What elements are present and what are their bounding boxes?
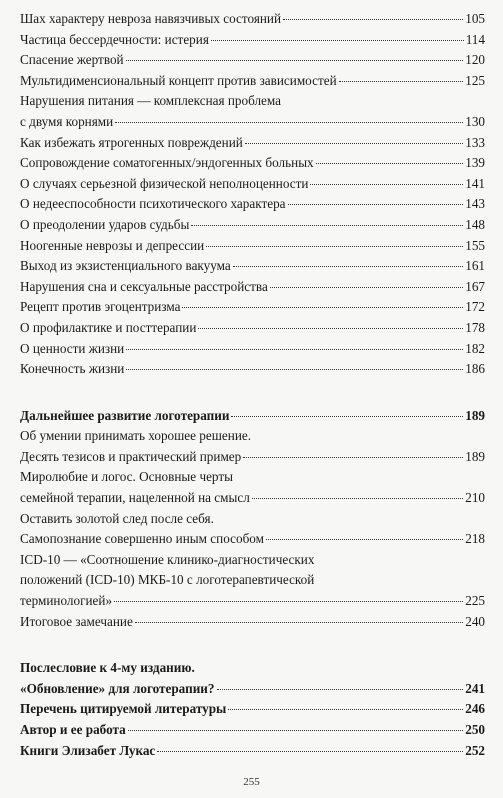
dot-leader [126,60,464,61]
toc-entry[interactable] [20,153,485,174]
toc-entry-line [20,215,485,236]
toc-entry-title: О профилактике и посттерапии [20,319,197,335]
toc-entry-line [20,297,485,318]
toc-entry-line [20,741,485,762]
toc-entry-line [20,194,485,215]
toc-entry[interactable] [20,215,485,236]
table-of-contents [20,9,485,761]
toc-entry-line [20,91,485,112]
toc-entry[interactable] [20,297,485,318]
toc-entry-page: 167 [465,278,485,294]
toc-entry-title: О случаях серьезной физической неполноценности [20,175,309,191]
toc-entry[interactable] [20,9,485,30]
toc-entry-page: 172 [465,299,485,315]
dot-leader [198,328,463,329]
toc-entry[interactable] [20,406,485,427]
toc-entry-line [20,339,485,360]
dot-leader [114,601,463,602]
dot-leader [283,19,463,20]
dot-leader [191,225,463,226]
toc-entry-title: Оставить золотой след после себя. [20,510,214,526]
toc-entry-title: Об умении принимать хорошее решение. [20,428,252,444]
dot-leader [157,751,463,752]
toc-entry-line [20,447,485,468]
toc-entry-page: 120 [465,52,485,68]
toc-entry[interactable] [20,339,485,360]
dot-leader [135,622,463,623]
toc-entry-page: 218 [465,531,485,547]
dot-leader [288,204,464,205]
dot-leader [126,369,463,370]
toc-entry[interactable] [20,318,485,339]
toc-section [20,658,485,761]
toc-entry-page: 148 [465,216,485,232]
toc-entry-page: 210 [465,490,485,506]
toc-entry-page: 186 [465,361,485,377]
toc-entry-line [20,71,485,92]
toc-entry-line [20,277,485,298]
toc-entry-title: О преодолении ударов судьбы [20,216,190,232]
dot-leader [252,498,463,499]
dot-leader [339,81,464,82]
toc-entry[interactable] [20,133,485,154]
toc-entry-title: Итоговое замечание [20,613,133,629]
toc-entry-title: Перечень цитируемой литературы [20,701,227,717]
toc-entry[interactable] [20,720,485,741]
dot-leader [266,539,463,540]
toc-entry-title: Послесловие к 4-му изданию. [20,660,195,676]
dot-leader [245,143,463,144]
toc-entry[interactable] [20,467,485,508]
toc-entry-page: 178 [465,319,485,335]
toc-entry-line [20,153,485,174]
toc-entry-title: ICD-10 — «Соотношение клинико-диагностических [20,551,315,567]
toc-entry-title: «Обновление» для логотерапии? [20,680,215,696]
toc-entry-title: Десять тезисов и практический пример [20,448,242,464]
toc-entry[interactable] [20,71,485,92]
toc-entry-title: Мультидименсиональный концепт против зависимостей [20,72,337,88]
toc-entry-page: 155 [465,237,485,253]
dot-leader [126,349,463,350]
toc-entry-page: 246 [465,701,485,717]
toc-entry-title: семейной терапии, нацеленной на смысл [20,490,250,506]
toc-entry[interactable] [20,359,485,380]
toc-entry-title: Самопознание совершенно иным способом [20,531,264,547]
dot-leader [243,457,463,458]
toc-entry-line [20,30,485,51]
toc-entry-page: 241 [465,680,485,696]
toc-entry[interactable] [20,236,485,257]
toc-entry-title: Рецепт против эгоцентризма [20,299,181,315]
toc-entry-page: 225 [465,593,485,609]
toc-entry-title: Ноогенные неврозы и депрессии [20,237,205,253]
toc-entry-line [20,612,485,633]
toc-entry-title: Как избежать ятрогенных повреждений [20,134,243,150]
toc-entry-page: 252 [465,742,485,758]
dot-leader [115,122,463,123]
toc-entry-page: 141 [465,175,485,191]
toc-entry-page: 189 [465,407,485,423]
toc-entry-line [20,570,485,591]
toc-entry-line [20,112,485,133]
toc-section [20,406,485,633]
toc-entry-title: Сопровождение соматогенных/эндогенных больных [20,155,314,171]
toc-entry-line [20,529,485,550]
dot-leader [310,184,463,185]
toc-entry[interactable] [20,194,485,215]
section-gap [20,380,485,406]
toc-entry-title: Нарушения сна и сексуальные расстройства [20,278,268,294]
toc-entry-page: 105 [465,11,485,26]
toc-entry[interactable] [20,50,485,71]
toc-entry[interactable] [20,741,485,762]
toc-entry-title: Нарушения питания — комплексная проблема [20,93,282,109]
dot-leader [128,730,463,731]
toc-entry-page: 143 [465,196,485,212]
toc-entry-page: 240 [465,613,485,629]
toc-entry-page: 114 [465,31,485,47]
toc-entry-page: 189 [465,448,485,464]
toc-entry-title: Спасение жертвой [20,52,124,68]
toc-list [20,9,485,761]
toc-entry[interactable] [20,612,485,633]
toc-entry-line [20,467,485,488]
toc-entry[interactable] [20,174,485,195]
toc-entry-line [20,9,485,30]
toc-entry-title: Книги Элизабет Лукас [20,742,156,758]
toc-entry-page: 125 [465,72,485,88]
toc-entry-line [20,318,485,339]
toc-entry[interactable] [20,509,485,550]
dot-leader [211,40,464,41]
toc-entry-page: 250 [465,722,485,737]
toc-entry-title: О недееспособности психотического характера [20,196,286,212]
toc-entry-line [20,406,485,427]
toc-entry-title: Конечность жизни [20,361,125,377]
dot-leader [233,266,463,267]
toc-entry-title: с двумя корнями [20,113,114,129]
toc-entry[interactable] [20,30,485,51]
dot-leader [182,307,463,308]
toc-entry-title: Дальнейшее развитие логотерапии [20,407,230,423]
toc-entry-title: терминологией» [20,593,113,609]
toc-entry-line [20,658,485,679]
toc-entry-line [20,488,485,509]
toc-entry-line [20,256,485,277]
toc-entry-title: Частица бессердечности: истерия [20,31,209,47]
toc-entry-title: Шах характеру невроза навязчивых состояний [20,11,282,26]
toc-entry[interactable] [20,256,485,277]
toc-entry-page: 161 [465,258,485,274]
toc-entry-line [20,509,485,530]
toc-entry[interactable] [20,426,485,467]
toc-entry-title: О ценности жизни [20,340,125,356]
dot-leader [228,709,463,710]
toc-entry-page: 182 [465,340,485,356]
toc-section [20,9,485,380]
toc-entry-line [20,699,485,720]
dot-leader [316,163,464,164]
toc-entry-page: 139 [465,155,485,171]
toc-entry-line [20,133,485,154]
toc-entry-title: Выход из экзистенциального вакуума [20,258,231,274]
toc-entry-title: Миролюбие и логос. Основные черты [20,469,233,485]
toc-entry-page: 133 [465,134,485,150]
dot-leader [206,246,463,247]
toc-entry-line [20,720,485,741]
toc-entry[interactable] [20,277,485,298]
toc-entry-line [20,174,485,195]
dot-leader [217,689,464,690]
toc-entry[interactable] [20,91,485,132]
toc-entry-title: положений (ICD-10) МКБ-10 с логотерапевтической [20,572,315,588]
toc-entry-line [20,359,485,380]
toc-entry-title: Автор и ее работа [20,722,126,737]
toc-entry[interactable] [20,699,485,720]
toc-entry-line [20,679,485,700]
toc-entry-line [20,50,485,71]
toc-entry-line [20,426,485,447]
toc-entry-line [20,550,485,571]
section-gap [20,632,485,658]
dot-leader [270,287,463,288]
toc-entry[interactable] [20,658,485,699]
dot-leader [231,416,463,417]
page-number: 255 [243,776,260,788]
toc-entry-page: 130 [465,113,485,129]
toc-entry-line [20,236,485,257]
toc-entry-line [20,591,485,612]
toc-entry[interactable] [20,550,485,612]
